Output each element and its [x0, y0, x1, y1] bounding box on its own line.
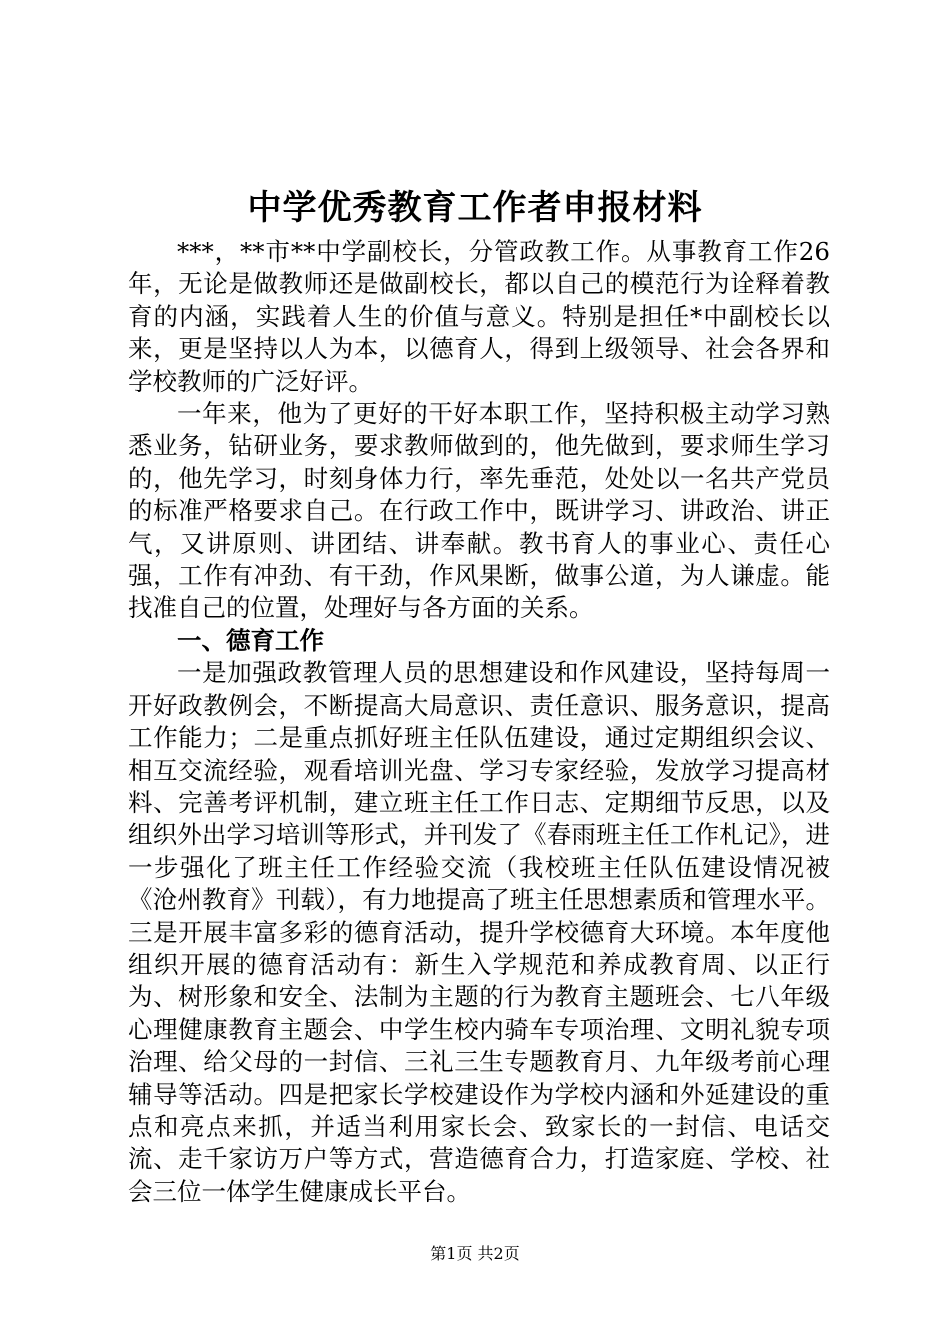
document-title: 中学优秀教育工作者申报材料: [247, 188, 703, 228]
page-footer: 第1页 共2页: [430, 1244, 520, 1263]
section-heading-moral-education: 一、德育工作: [177, 625, 324, 655]
work-attitude-paragraph: 一年来，他为了更好的干好本职工作，坚持积极主动学习熟悉业务，钻研业务，要求教师做到的，他先做到，要求师生学习的，他先学习，时刻身体力行，率先垂范，处处以一名共产党员的标准严格要求自己。在行政工作中，既讲学习、讲政治、讲正气，又讲原则、讲团结、讲奉献。教书育人的事业心、责任心强，工作有冲劲、有干劲，作风果断，做事公道，为人谦虚。能找准自己的位置，处理好与各方面的关系。: [128, 399, 830, 623]
document-body: [128, 236, 830, 1208]
intro-paragraph: ***，**市**中学副校长，分管政教工作。从事教育工作26年，无论是做教师还是做副校长，都以自己的模范行为诠释着教育的内涵，实践着人生的价值与意义。特别是担任*中副校长以来，更是坚持以人为本，以德育人，得到上级领导、社会各界和学校教师的广泛好评。: [128, 237, 830, 396]
moral-education-paragraph: 一是加强政教管理人员的思想建设和作风建设，坚持每周一开好政教例会，不断提高大局意识、责任意识、服务意识，提高工作能力；二是重点抓好班主任队伍建设，通过定期组织会议、相互交流经验，观看培训光盘、学习专家经验，发放学习提高材料、完善考评机制，建立班主任工作日志、定期细节反思，以及组织外出学习培训等形式，并刊发了《春雨班主任工作札记》，进一步强化了班主任工作经验交流（我校班主任队伍建设情况被《沧州教育》刊载），有力地提高了班主任思想素质和管理水平。三是开展丰富多彩的德育活动，提升学校德育大环境。本年度他组织开展的德育活动有：新生入学规范和养成教育周、以正行为、树形象和安全、法制为主题的行为教育主题班会、七八年级心理健康教育主题会、中学生校内骑车专项治理、文明礼貌专项治理、给父母的一封信、三礼三生专题教育月、九年级考前心理辅导等活动。四是把家长学校建设作为学校内涵和外延建设的重点和亮点来抓，并适当利用家长会、致家长的一封信、电话交流、走千家访万户等方式，营造德育合力，打造家庭、学校、社会三位一体学生健康成长平台。: [128, 658, 830, 1206]
